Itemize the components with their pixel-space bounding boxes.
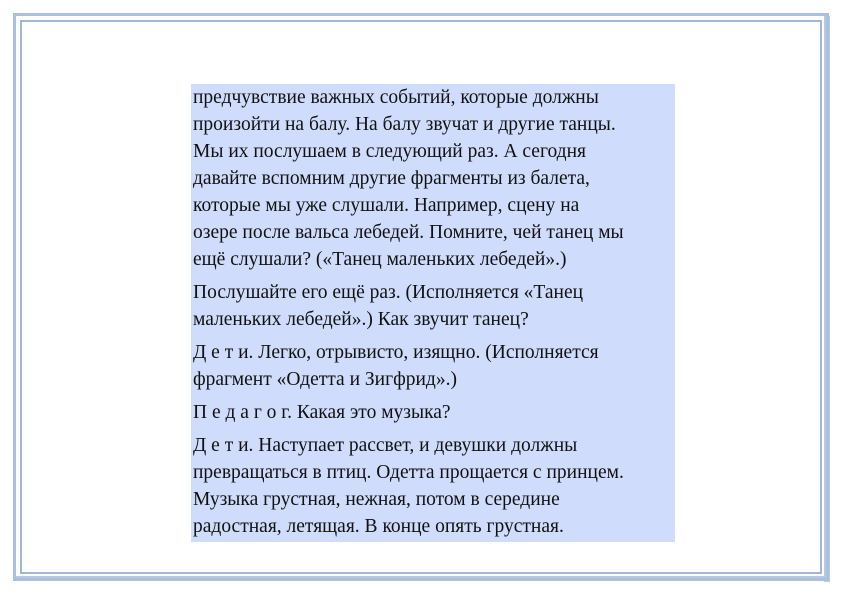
- paragraph-1: [191, 84, 675, 275]
- paragraph-2: [191, 279, 675, 335]
- paragraph-5: [191, 432, 675, 542]
- text-line: ещё слушали? («Танец маленьких лебедей».): [193, 249, 567, 270]
- paragraph-3: [191, 339, 675, 395]
- text-line: озере после вальса лебедей. Помните, чей танец мы: [193, 222, 624, 243]
- text-line: произойти на балу. На балу звучат и другие танцы.: [193, 114, 616, 135]
- text-block: [191, 84, 675, 542]
- text-line: П е д а г о г. Какая это музыка?: [193, 402, 451, 423]
- text-line: Послушайте его ещё раз. (Исполняется «Танец: [193, 282, 584, 303]
- text-line: фрагмент «Одетта и Зигфрид».): [193, 369, 457, 390]
- text-line: предчувствие важных событий, которые должны: [193, 87, 599, 108]
- text-line: давайте вспомним другие фрагменты из балета,: [193, 168, 590, 189]
- text-line: маленьких лебедей».) Как звучит танец?: [193, 309, 529, 330]
- text-line: Музыка грустная, нежная, потом в середине: [193, 489, 560, 510]
- text-line: Д е т и. Наступает рассвет, и девушки должны: [193, 435, 578, 456]
- text-line: Мы их послушаем в следующий раз. А сегодня: [193, 141, 586, 162]
- text-line: Д е т и. Легко, отрывисто, изящно. (Исполняется: [193, 342, 599, 363]
- text-line: превращаться в птиц. Одетта прощается с принцем.: [193, 462, 624, 483]
- text-line: радостная, летящая. В конце опять грустная.: [193, 516, 564, 537]
- paragraph-4: [191, 399, 675, 428]
- text-line: которые мы уже слушали. Например, сцену на: [193, 195, 580, 216]
